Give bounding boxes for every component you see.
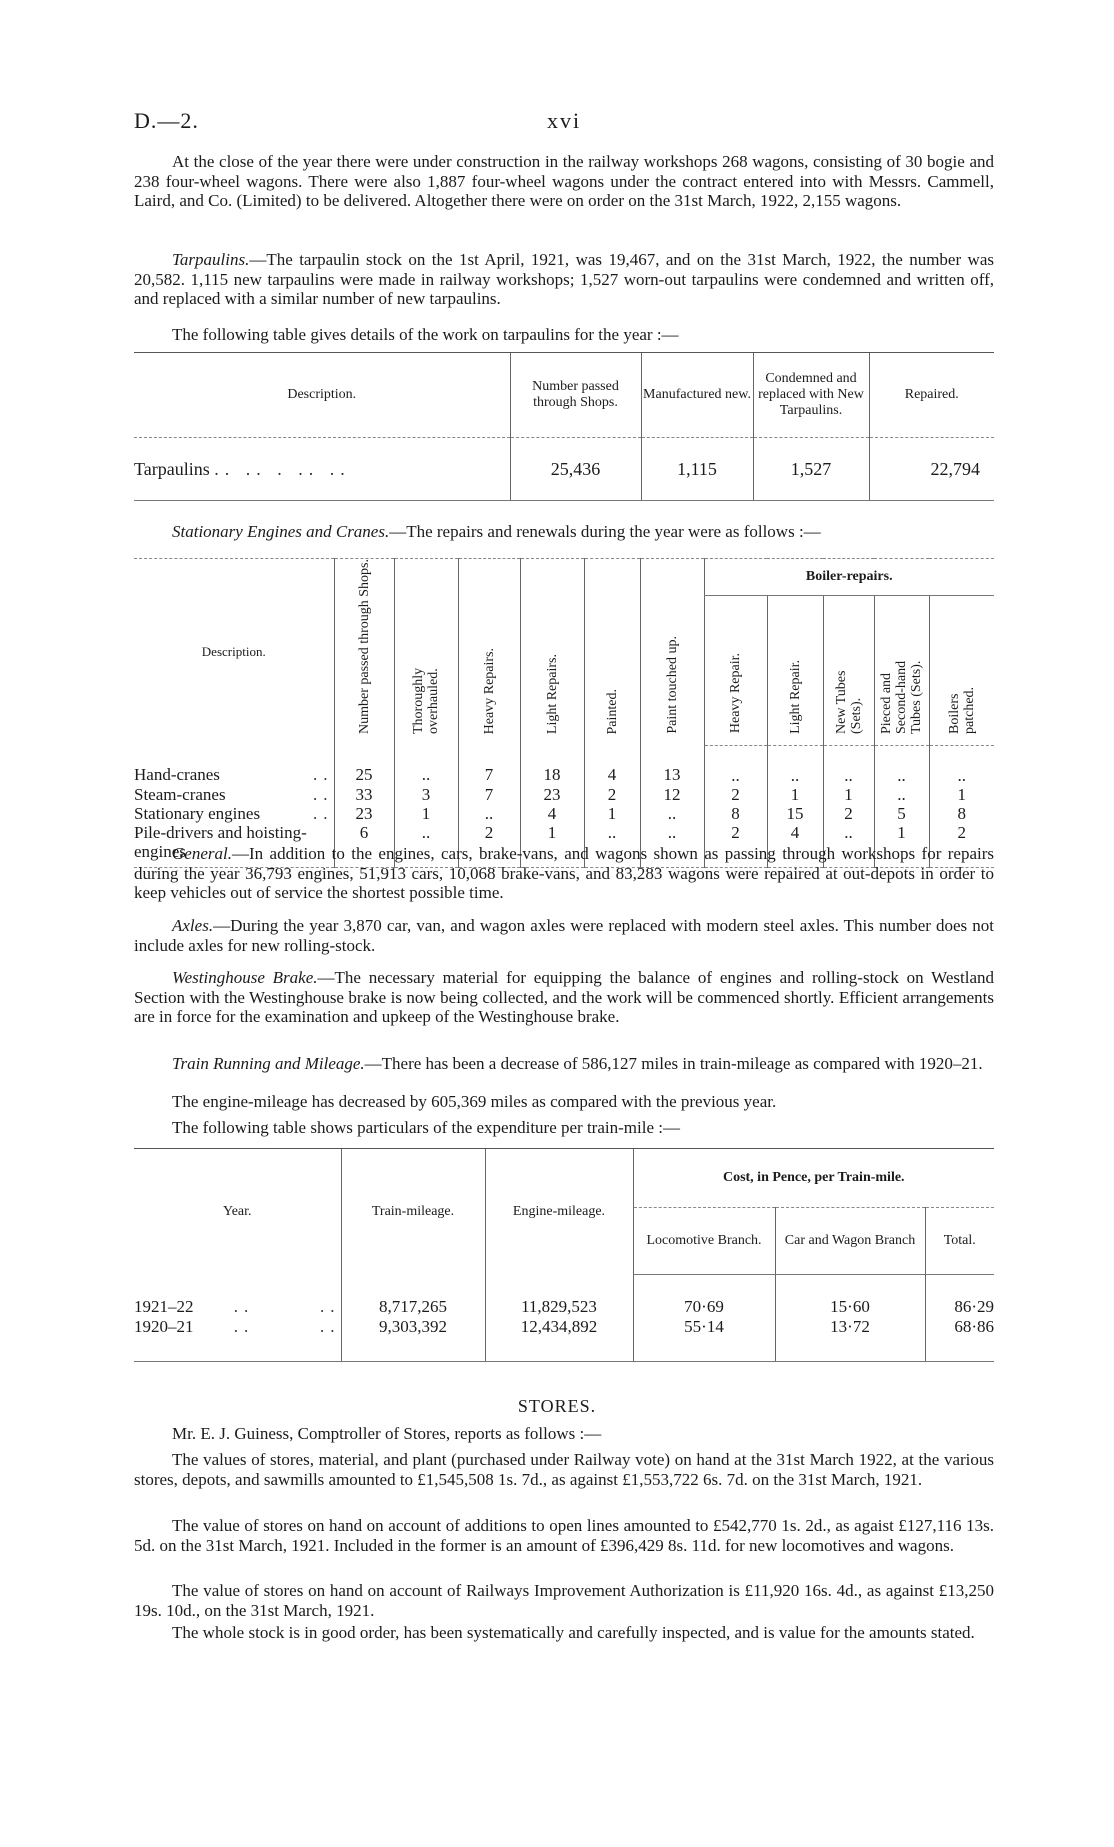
paragraph-body: —The repairs and renewals during the year were as follows :— bbox=[389, 522, 821, 541]
paragraph-tarpaulins bbox=[134, 250, 994, 309]
table-cell: 13 bbox=[640, 745, 704, 785]
column-header: Car and Wagon Branch bbox=[775, 1208, 925, 1275]
table-cell: .. bbox=[929, 745, 994, 785]
table-row bbox=[134, 804, 994, 823]
table-cell: .. bbox=[640, 823, 704, 868]
table-cell: 15·60 bbox=[775, 1275, 925, 1318]
table-cell: 11,829,523 bbox=[485, 1275, 633, 1318]
table-cell: .. bbox=[394, 823, 458, 868]
paragraph-heading: General. bbox=[172, 844, 232, 863]
paragraph-heading: Tarpaulins. bbox=[172, 250, 250, 269]
table-cell: 4 bbox=[767, 823, 823, 868]
table-cell: 55·14 bbox=[633, 1317, 775, 1362]
table-cell: .. bbox=[823, 745, 874, 785]
paragraph-body: —The necessary material for equipping the balance of engines and rolling-stock on Westland Section with the Westinghouse brake is now being collected, and the work will be commenced shortly. Efficient arrangements are in force for the examination and upkeep of the Westinghouse brake. bbox=[134, 968, 994, 1026]
table-cell: 8,717,265 bbox=[341, 1275, 485, 1318]
table-cell: 13·72 bbox=[775, 1317, 925, 1362]
row-label-cell: Pile-drivers and hoisting-engines bbox=[134, 823, 334, 868]
table-cell: .. bbox=[874, 745, 929, 785]
tarpaulin-table bbox=[134, 352, 994, 501]
column-header: Light Repair. bbox=[767, 596, 823, 745]
column-header: Manufactured new. bbox=[641, 353, 753, 438]
table-cell: 2 bbox=[704, 785, 767, 804]
table-row bbox=[134, 745, 994, 785]
column-header: Train-mileage. bbox=[341, 1149, 485, 1275]
paragraph-general bbox=[134, 844, 994, 903]
section-title: STORES. bbox=[517, 1396, 597, 1416]
table-cell: .. bbox=[584, 823, 640, 868]
table-row bbox=[134, 438, 994, 501]
paragraph-body: —There has been a decrease of 586,127 miles in train-mileage as compared with 1920–21. bbox=[364, 1054, 983, 1073]
table-cell: .. bbox=[394, 745, 458, 785]
table-cell: 4 bbox=[520, 804, 584, 823]
table-cell: 4 bbox=[584, 745, 640, 785]
paragraph-mileage-table-intro: The following table shows particulars of the expenditure per train-mile :— bbox=[172, 1118, 680, 1137]
column-header: Repaired. bbox=[869, 353, 994, 438]
column-header: Description. bbox=[134, 559, 334, 746]
table-cell: 68·86 bbox=[925, 1317, 994, 1362]
paragraph-engines-intro bbox=[134, 522, 994, 542]
table-cell: 25 bbox=[334, 745, 394, 785]
column-header: Paint touched up. bbox=[640, 559, 704, 746]
table-cell: 86·29 bbox=[925, 1275, 994, 1318]
paragraph-stores-values: The values of stores, material, and plant (purchased under Railway vote) on hand at the 31st March 1922, at the various stores, depots, and sawmills amounted to £1,545,508 1s. 7d., as against £1,553,722 6s. 7d. on the 31st March, 1921. bbox=[134, 1450, 994, 1489]
paragraph-train-running bbox=[134, 1054, 994, 1074]
table-cell: 9,303,392 bbox=[341, 1317, 485, 1362]
column-header: Locomotive Branch. bbox=[633, 1208, 775, 1275]
table-cell: 2 bbox=[704, 823, 767, 868]
table-cell: .. bbox=[458, 804, 520, 823]
row-label-cell: Steam-cranes .. bbox=[134, 784, 334, 804]
paragraph-heading: Train Running and Mileage. bbox=[172, 1054, 365, 1073]
column-header: Year. bbox=[134, 1149, 341, 1275]
table-row bbox=[134, 785, 994, 804]
table-cell: .. bbox=[823, 823, 874, 868]
column-header: Thoroughly overhauled. bbox=[394, 559, 458, 746]
table-cell: 18 bbox=[520, 745, 584, 785]
table-cell: 6 bbox=[334, 823, 394, 868]
column-header: Total. bbox=[925, 1208, 994, 1275]
table-header-row bbox=[134, 1149, 994, 1208]
table-header-row bbox=[134, 353, 994, 438]
table-cell: 1,527 bbox=[753, 438, 869, 501]
paragraph-heading: Axles. bbox=[172, 916, 214, 935]
table-cell: 15 bbox=[767, 804, 823, 823]
column-header: New Tubes (Sets). bbox=[823, 596, 874, 745]
train-mileage-table bbox=[134, 1148, 994, 1362]
paragraph-heading: Westinghouse Brake. bbox=[172, 968, 318, 987]
table-header-row bbox=[134, 559, 994, 596]
column-header: Light Repairs. bbox=[520, 559, 584, 746]
table-cell: 1 bbox=[767, 785, 823, 804]
paragraph-body: —The tarpaulin stock on the 1st April, 1921, was 19,467, and on the 31st March, 1922, the number was 20,582. 1,115 new tarpaulins were made in railway workshops; 1,527 worn-out tarpaulins were condemned and written off, and replaced with a similar number of new tarpaulins. bbox=[134, 250, 994, 308]
table-cell: 23 bbox=[334, 804, 394, 823]
row-label-cell: 1920–21 .. .. bbox=[134, 1317, 341, 1362]
column-header: Heavy Repair. bbox=[704, 596, 767, 745]
row-label-cell bbox=[134, 438, 510, 501]
table-row bbox=[134, 1317, 994, 1362]
column-header: Condemned and replaced with New Tarpaulins. bbox=[753, 353, 869, 438]
table-cell: 1,115 bbox=[641, 438, 753, 501]
column-group-header: Boiler-repairs. bbox=[704, 559, 994, 596]
row-label-cell: Stationary engines .. bbox=[134, 803, 334, 823]
page-number: xvi bbox=[547, 108, 582, 133]
paragraph-body: —In addition to the engines, cars, brake-vans, and wagons shown as passing through workshops for repairs during the year 36,793 engines, 51,913 cars, 10,068 brake-vans, and 83,283 wagons were repaired at out-depots in order to keep vehicles out of service the shortest possible time. bbox=[134, 844, 994, 902]
paragraph-wagons: At the close of the year there were under construction in the railway workshops 268 wagons, consisting of 30 bogie and 238 four-wheel wagons. There were also 1,887 four-wheel wagons under the contract entered into with Messrs. Cammell, Laird, and Co. (Limited) to be delivered. Altogether there were on order on the 31st March, 1922, 2,155 wagons. bbox=[134, 152, 994, 210]
column-header: Painted. bbox=[584, 559, 640, 746]
column-header: Number passed through Shops. bbox=[334, 559, 394, 746]
table-cell: .. bbox=[640, 804, 704, 823]
table-cell: 1 bbox=[874, 823, 929, 868]
paragraph-heading: Stationary Engines and Cranes. bbox=[172, 522, 390, 541]
paragraph-body: —During the year 3,870 car, van, and wagon axles were replaced with modern steel axles. This number does not include axles for new rolling-stock. bbox=[134, 916, 994, 955]
table-cell: 23 bbox=[520, 785, 584, 804]
table-cell: 2 bbox=[929, 823, 994, 868]
column-header: Heavy Repairs. bbox=[458, 559, 520, 746]
row-label: Tarpaulins bbox=[134, 458, 210, 479]
table-cell: 25,436 bbox=[510, 438, 641, 501]
table-cell: 8 bbox=[929, 804, 994, 823]
table-cell: 1 bbox=[520, 823, 584, 868]
table-cell: 1 bbox=[584, 804, 640, 823]
table-cell: .. bbox=[874, 785, 929, 804]
table-cell: 2 bbox=[458, 823, 520, 868]
table-cell: .. bbox=[704, 745, 767, 785]
table-cell: 22,794 bbox=[869, 438, 994, 501]
table-cell: 33 bbox=[334, 785, 394, 804]
column-header: Number passed through Shops. bbox=[510, 353, 641, 438]
table-cell: 5 bbox=[874, 804, 929, 823]
table-cell: .. bbox=[767, 745, 823, 785]
table-cell: 7 bbox=[458, 745, 520, 785]
table-cell: 7 bbox=[458, 785, 520, 804]
leader-dots: .. .. . .. .. bbox=[214, 458, 351, 479]
table-row bbox=[134, 1275, 994, 1318]
paragraph-stores-authorization: The value of stores on hand on account of Railways Improvement Authorization is £11,920 16s. 4d., as against £13,250 19s. 10d., on the 31st March, 1921. bbox=[134, 1581, 994, 1620]
table-cell: 12 bbox=[640, 785, 704, 804]
table-cell: 8 bbox=[704, 804, 767, 823]
column-group-header: Cost, in Pence, per Train-mile. bbox=[633, 1149, 994, 1208]
column-header: Engine-mileage. bbox=[485, 1149, 633, 1275]
table-cell: 3 bbox=[394, 785, 458, 804]
row-label-cell: Hand-cranes .. bbox=[134, 765, 334, 785]
page-reference: D.—2. bbox=[134, 108, 199, 133]
table-cell: 1 bbox=[929, 785, 994, 804]
row-label-cell: 1921–22 .. .. bbox=[134, 1296, 341, 1316]
paragraph-tarpaulin-table-intro: The following table gives details of the work on tarpaulins for the year :— bbox=[172, 325, 679, 344]
column-header: Pieced and Second-hand Tubes (Sets). bbox=[874, 596, 929, 745]
paragraph-stores-condition: The whole stock is in good order, has been systematically and carefully inspected, and is value for the amounts stated. bbox=[172, 1623, 975, 1642]
table-cell: 70·69 bbox=[633, 1275, 775, 1318]
paragraph-stores-additions: The value of stores on hand on account of additions to open lines amounted to £542,770 1s. 2d., as agaist £127,116 13s. 5d. on the 31st March, 1921. Included in the former is an amount of £396,429 8s. 11d. for new locomotives and wagons. bbox=[134, 1516, 994, 1555]
table-cell: 2 bbox=[584, 785, 640, 804]
paragraph-engine-mileage: The engine-mileage has decreased by 605,369 miles as compared with the previous year. bbox=[172, 1092, 777, 1111]
table-cell: 1 bbox=[394, 804, 458, 823]
column-header: Boilers patched. bbox=[929, 596, 994, 745]
table-cell: 2 bbox=[823, 804, 874, 823]
paragraph-stores-intro: Mr. E. J. Guiness, Comptroller of Stores, reports as follows :— bbox=[172, 1424, 602, 1443]
table-cell: 12,434,892 bbox=[485, 1317, 633, 1362]
paragraph-axles bbox=[134, 916, 994, 955]
paragraph-westinghouse bbox=[134, 968, 994, 1027]
table-cell: 1 bbox=[823, 785, 874, 804]
engines-cranes-table bbox=[134, 558, 994, 868]
column-header: Description. bbox=[134, 353, 510, 438]
